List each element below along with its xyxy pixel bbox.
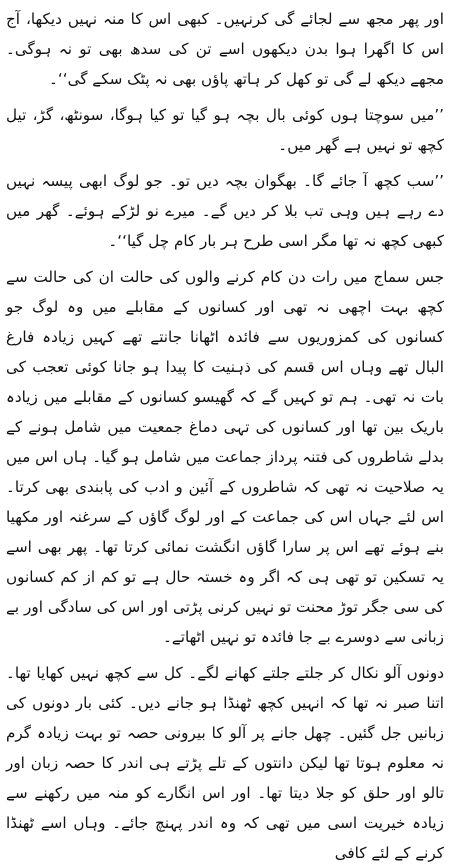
paragraph-4: جس سماج میں رات دن کام کرنے والوں کی حالت ان کی حالت سے کچھ بہت اچھی نہ تھی اور کسانوں کے مقابلے میں وہ لوگ جو کسانوں کی کمزوریوں سے فائدہ اٹھانا جانتے تھے کہیں زیادہ فارغ البال تھے وہاں اس قسم کی ذہنیت کا پیدا ہو جانا کوئی تعجب کی بات نہ تھی۔ ہم تو کہیں گے کہ گھیسو کسانوں کے مقابلے میں زیادہ باریک بین تھا اور کسانوں کی تہی دماغ جمعیت میں شامل ہونے کے بدلے شاطروں کی فتنہ پرداز جماعت میں شامل ہو گیا۔ ہاں اس میں یہ صلاحیت نہ تھی کہ شاطروں کے آئین و ادب کی پابندی بھی کرتا۔ اس لئے جہاں اس کی جماعت کے اور لوگ گاؤں کے سرغنہ اور مکھیا بنے ہوئے تھے اس پر سارا گاؤں انگشت نمائی کرتا تھا۔ پھر بھی اسے یہ تسکین تو تھی ہی کہ اگر وہ خستہ حال ہے تو کم از کم کسانوں کی سی جگر توڑ محنت تو نہیں کرنی پڑتی اور اس کی سادگی اور بے زبانی سے دوسرے بے جا فائدہ تو نہیں اٹھاتے۔ [6,268,444,646]
paragraph-1: اور پھر مجھ سے لجائے گی کرنہیں۔ کبھی اس کا منہ نہیں دیکھا، آج اس کا اگھرا ہوا بدن دیکھوں اسے تن کی سدھ بھی تو نہ ہوگی۔ مجھے دیکھ لے گی تو کھل کر ہاتھ پاؤں بھی نہ پٹک سکے گی‘‘۔ [6,10,444,88]
paragraph-5: دونوں آلو نکال کر جلتے جلتے کھانے لگے۔ کل سے کچھ نہیں کھایا تھا۔ اتنا صبر نہ تھا کہ انہیں کچھ ٹھنڈا ہو جانے دیں۔ کئی بار دونوں کی زبانیں جل گئیں۔ چھل جانے پر آلو کا بیرونی حصہ تو بہت زیادہ گرم نہ معلوم ہوتا تھا لیکن دانتوں کے تلے پڑتے ہی اندر کا حصہ زبان اور تالو اور حلق کو جلا دیتا تھا۔ اور اس انگارے کو منہ میں رکھنے سے زیادہ خیریت اسی میں تھی کہ وہ اندر پہنچ جائے۔ وہاں اسے ٹھنڈا کرنے کے لئے کافی [6,664,444,862]
paragraph-3: ’’سب کچھ آ جائے گا۔ بھگوان بچہ دیں تو۔ جو لوگ ابھی پیسہ نہیں دے رہے ہیں وہی تب بلا کر دیں گے۔ میرے نو لڑکے ہوئے۔ گھر میں کبھی کچھ نہ تھا مگر اسی طرح ہر بار کام چل گیا‘‘۔ [6,172,444,250]
paragraph-2: ’’میں سوچتا ہوں کوئی بال بچہ ہو گیا تو کیا ہوگا، سونٹھ، گڑ، تیل کچھ تو نہیں ہے گھر میں۔ [6,106,444,154]
document-page [6,4,444,862]
